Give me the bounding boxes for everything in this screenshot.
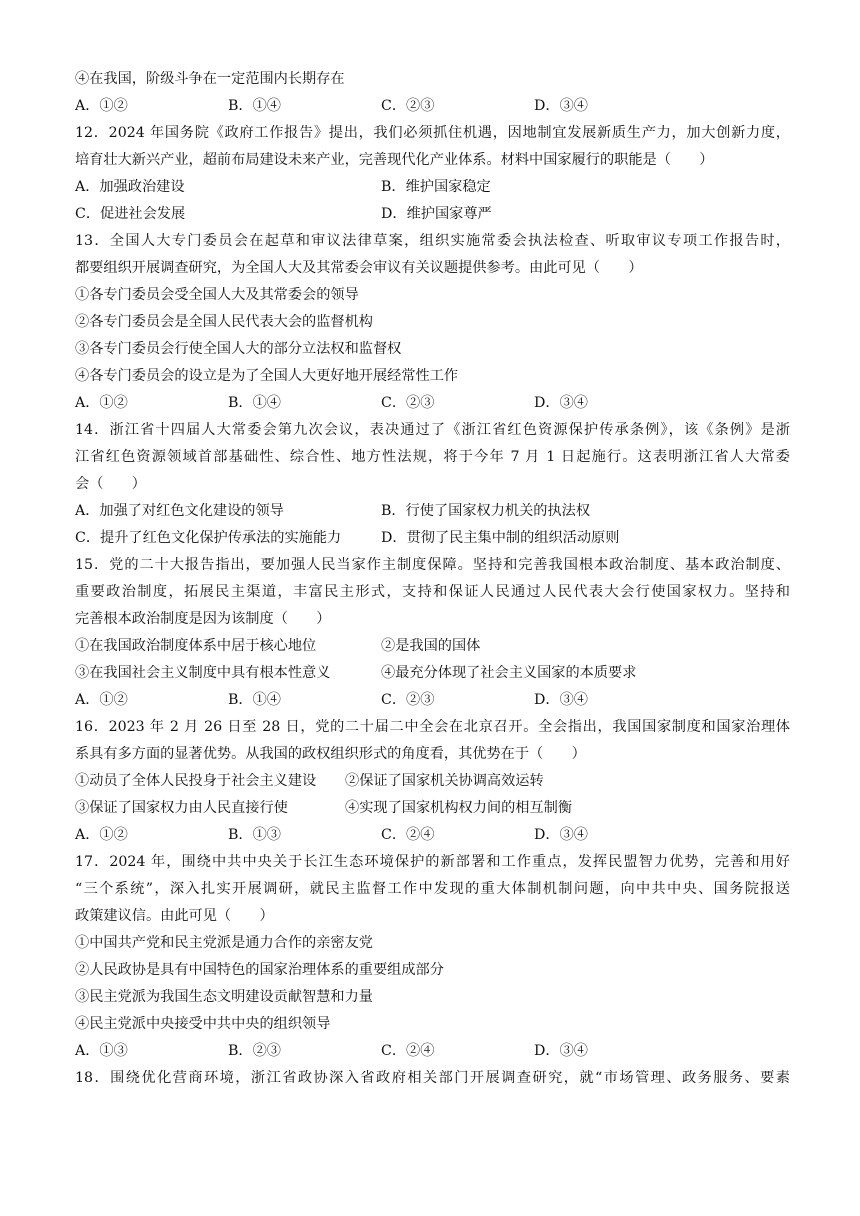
q14-stem-line-3: 会（ ）	[75, 476, 146, 492]
q13-statement-4: ④各专门委员会的设立是为了全国人大更好地开展经常性工作	[75, 368, 459, 384]
q16-option-c[interactable]: C．②④	[381, 827, 435, 843]
q16-statements-row-2	[75, 795, 790, 822]
q11-option-b[interactable]: B．①④	[228, 98, 281, 114]
q15-option-a[interactable]: A．①②	[75, 692, 128, 708]
q14-stem-line-2: 江省红色资源领域首部基础性、综合性、地方性法规，将于今年 7 月 1 日起施行。这表明浙江省人大常委	[75, 449, 790, 465]
q15-statement-2: ②是我国的国体	[381, 638, 481, 654]
q15-statements-row-1	[75, 633, 790, 660]
q16-statement-3: ③保证了国家权力由人民直接行使	[75, 800, 288, 816]
q15-options	[75, 687, 790, 714]
q12-option-b[interactable]: B．维护国家稳定	[381, 179, 491, 195]
q13-statement-2: ②各专门委员会是全国人民代表大会的监督机构	[75, 314, 373, 330]
q17-statement-3: ③民主党派为我国生态文明建设贡献智慧和力量	[75, 989, 373, 1005]
q17-stem-line-3: 政策建议信。由此可见（ ）	[75, 908, 274, 924]
q14-option-a[interactable]: A．加强了对红色文化建设的领导	[75, 503, 284, 519]
q16-option-a[interactable]: A．①②	[75, 827, 128, 843]
q17-statement-2: ②人民政协是具有中国特色的国家治理体系的重要组成部分	[75, 962, 444, 978]
q15-statement-3: ③在我国社会主义制度中具有根本性意义	[75, 665, 331, 681]
q11-statement-4: ④在我国，阶级斗争在一定范围内长期存在	[75, 71, 345, 87]
q16-stem-line-1: 16．2023 年 2 月 26 日至 28 日，党的二十届二中全会在北京召开。全会指出，我国国家制度和国家治理体	[75, 719, 790, 735]
q17-option-a[interactable]: A．①③	[75, 1043, 128, 1059]
q14-options-row-2	[75, 525, 790, 552]
q13-option-d[interactable]: D．③④	[534, 395, 588, 411]
q11-option-c[interactable]: C．②③	[381, 98, 435, 114]
q16-option-d[interactable]: D．③④	[534, 827, 588, 843]
q16-statement-4: ④实现了国家机构权力间的相互制衡	[345, 800, 573, 816]
q13-stem-line-2: 都要组织开展调查研究，为全国人大及其常委会审议有关议题提供参考。由此可见（ ）	[75, 260, 643, 276]
q11-option-a[interactable]: A．①②	[75, 98, 128, 114]
q12-option-a[interactable]: A．加强政治建设	[75, 179, 185, 195]
q12-option-d[interactable]: D．维护国家尊严	[381, 206, 492, 222]
q14-option-b[interactable]: B．行使了国家权力机关的执法权	[381, 503, 591, 519]
q15-option-d[interactable]: D．③④	[534, 692, 588, 708]
q15-statement-1: ①在我国政治制度体系中居于核心地位	[75, 638, 317, 654]
q15-stem-line-3: 完善根本政治制度是因为该制度（ ）	[75, 611, 331, 627]
q11-options	[75, 93, 790, 120]
q16-stem-line-2: 系具有多方面的显著优势。从我国的政权组织形式的角度看，其优势在于（ ）	[75, 746, 586, 762]
q12-options-row-2	[75, 201, 790, 228]
q15-statement-4: ④最充分体现了社会主义国家的本质要求	[381, 665, 637, 681]
q15-option-c[interactable]: C．②③	[381, 692, 435, 708]
q16-statement-2: ②保证了国家机关协调高效运转	[345, 773, 544, 789]
q16-option-b[interactable]: B．①③	[228, 827, 281, 843]
q17-stem-line-1: 17．2024 年，围绕中共中央关于长江生态环境保护的新部署和工作重点，发挥民盟智力优势，完善和用好	[75, 854, 790, 870]
q17-option-d[interactable]: D．③④	[534, 1043, 588, 1059]
q14-options-row-1	[75, 498, 790, 525]
q16-statements-row-1	[75, 768, 790, 795]
exam-page	[75, 66, 790, 1092]
q14-stem-line-1: 14．浙江省十四届人大常委会第九次会议，表决通过了《浙江省红色资源保护传承条例》，该《条例》是浙	[75, 422, 790, 438]
q15-stem-line-2: 重要政治制度，拓展民主渠道，丰富民主形式，支持和保证人民通过人民代表大会行使国家权力。坚持和	[75, 584, 790, 600]
q17-option-b[interactable]: B．②③	[228, 1043, 281, 1059]
q17-options	[75, 1038, 790, 1065]
q17-statement-4: ④民主党派中央接受中共中央的组织领导	[75, 1016, 331, 1032]
q13-option-c[interactable]: C．②③	[381, 395, 435, 411]
q14-option-c[interactable]: C．提升了红色文化保护传承法的实施能力	[75, 530, 342, 546]
q15-stem-line-1: 15．党的二十大报告指出，要加强人民当家作主制度保障。坚持和完善我国根本政治制度、基本政治制度、	[75, 557, 790, 573]
q18-stem-line-1: 18．围绕优化营商环境，浙江省政协深入省政府相关部门开展调查研究，就“市场管理、政务服务、要素	[75, 1070, 790, 1086]
q17-statement-1: ①中国共产党和民主党派是通力合作的亲密友党	[75, 935, 373, 951]
q17-option-c[interactable]: C．②④	[381, 1043, 435, 1059]
q13-statement-1: ①各专门委员会受全国人大及其常委会的领导	[75, 287, 359, 303]
q15-statements-row-2	[75, 660, 790, 687]
q14-option-d[interactable]: D．贯彻了民主集中制的组织活动原则	[381, 530, 620, 546]
q12-options-row-1	[75, 174, 790, 201]
q16-statement-1: ①动员了全体人民投身于社会主义建设	[75, 773, 317, 789]
q13-option-a[interactable]: A．①②	[75, 395, 128, 411]
q13-statement-3: ③各专门委员会行使全国人大的部分立法权和监督权	[75, 341, 402, 357]
q12-stem-line-2: 培育壮大新兴产业，超前布局建设未来产业，完善现代化产业体系。材料中国家履行的职能是（ ）	[75, 152, 714, 168]
q15-option-b[interactable]: B．①④	[228, 692, 281, 708]
q17-stem-line-2: “三个系统”，深入扎实开展调研，就民主监督工作中发现的重大体制机制问题，向中共中央、国务院报送	[75, 881, 790, 897]
q16-options	[75, 822, 790, 849]
q13-options	[75, 390, 790, 417]
q12-stem-line-1: 12．2024 年国务院《政府工作报告》提出，我们必须抓住机遇，因地制宜发展新质生产力，加大创新力度，	[75, 125, 790, 141]
q12-option-c[interactable]: C．促进社会发展	[75, 206, 186, 222]
q13-stem-line-1: 13．全国人大专门委员会在起草和审议法律草案，组织实施常委会执法检查、听取审议专项工作报告时，	[75, 233, 790, 249]
q13-option-b[interactable]: B．①④	[228, 395, 281, 411]
q11-option-d[interactable]: D．③④	[534, 98, 588, 114]
